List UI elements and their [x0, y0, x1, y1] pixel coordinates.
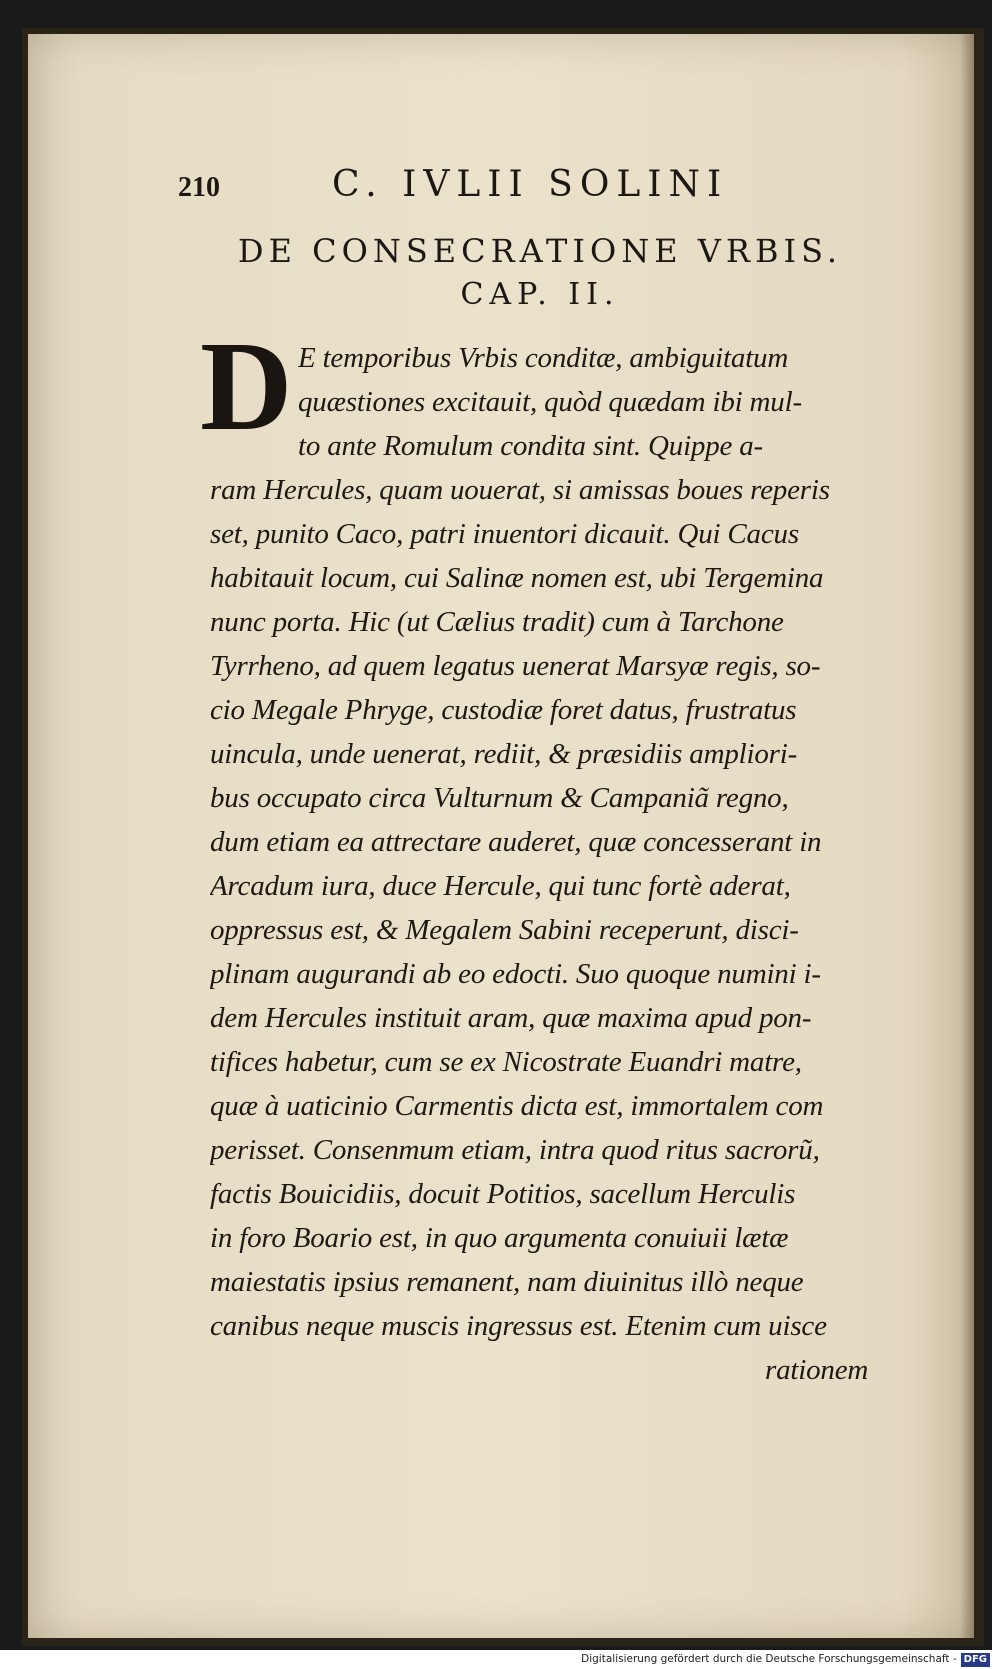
text-line: maiestatis ipsius remanent, nam diuinitus illò neque — [210, 1266, 804, 1298]
text-line: quæ à uaticinio Carmentis dicta est, immortalem com — [210, 1090, 824, 1122]
text-line: canibus neque muscis ingressus est. Etenim cum uisce — [210, 1310, 827, 1342]
credit-text: Digitalisierung gefördert durch die Deutsche Forschungsgemeinschaft - — [581, 1653, 957, 1665]
text-line: plinam augurandi ab eo edocti. Suo quoque numini i- — [210, 958, 821, 990]
text-line: tifices habetur, cum se ex Nicostrate Euandri matre, — [210, 1046, 802, 1078]
text-line: to ante Romulum condita sint. Quippe a- — [298, 430, 764, 462]
text-line: oppressus est, & Megalem Sabini receperunt, disci- — [210, 914, 799, 946]
page-number: 210 — [178, 172, 220, 203]
text-line: Arcadum iura, duce Hercule, qui tunc fortè aderat, — [210, 870, 791, 902]
text-line: in foro Boario est, in quo argumenta conuiuii lætæ — [210, 1222, 789, 1254]
text-line: uincula, unde uenerat, rediit, & præsidiis ampliori- — [210, 738, 798, 770]
dfg-logo[interactable]: DFG — [961, 1653, 990, 1667]
page-header — [178, 164, 778, 214]
catchword: rationem — [765, 1354, 869, 1386]
text-line: ram Hercules, quam uouerat, si amissas boues reperis — [210, 474, 830, 506]
text-line: Tyrrheno, ad quem legatus uenerat Marsyæ regis, so- — [210, 650, 821, 682]
text-line: dem Hercules instituit aram, quæ maxima apud pon- — [210, 1002, 812, 1034]
text-line: bus occupato circa Vulturnum & Campaniã regno, — [210, 782, 789, 814]
text-line: set, punito Caco, patri inuentori dicauit. Qui Cacus — [210, 518, 799, 550]
running-head: C. IVLII SOLINI — [332, 164, 729, 205]
text-line: habitauit locum, cui Salinæ nomen est, ubi Tergemina — [210, 562, 824, 594]
page-edge-shading — [960, 34, 974, 1638]
chapter-title: DE CONSECRATIONE VRBIS. — [237, 232, 843, 270]
digitization-credit — [581, 1650, 990, 1669]
text-line: E temporibus Vrbis conditæ, ambiguitatum — [298, 342, 789, 374]
text-line: cio Megale Phryge, custodiæ foret datus, frustratus — [210, 694, 797, 726]
text-line: dum etiam ea attrectare auderet, quæ concesserant in — [210, 826, 822, 858]
chapter-number: CAP. II. — [460, 277, 620, 312]
text-line: perisset. Consептum etiam, intra quod ritus sacrorũ, — [210, 1134, 820, 1166]
drop-cap-initial: D — [200, 315, 293, 457]
text-line: nunc porta. Hic (ut Cælius tradit) cum à Tarchone — [210, 606, 784, 638]
text-line: factis Bouicidiis, docuit Potitios, sacellum Herculis — [210, 1178, 796, 1210]
text-line: quæstiones excitauit, quòd quædam ibi mul- — [298, 386, 802, 418]
